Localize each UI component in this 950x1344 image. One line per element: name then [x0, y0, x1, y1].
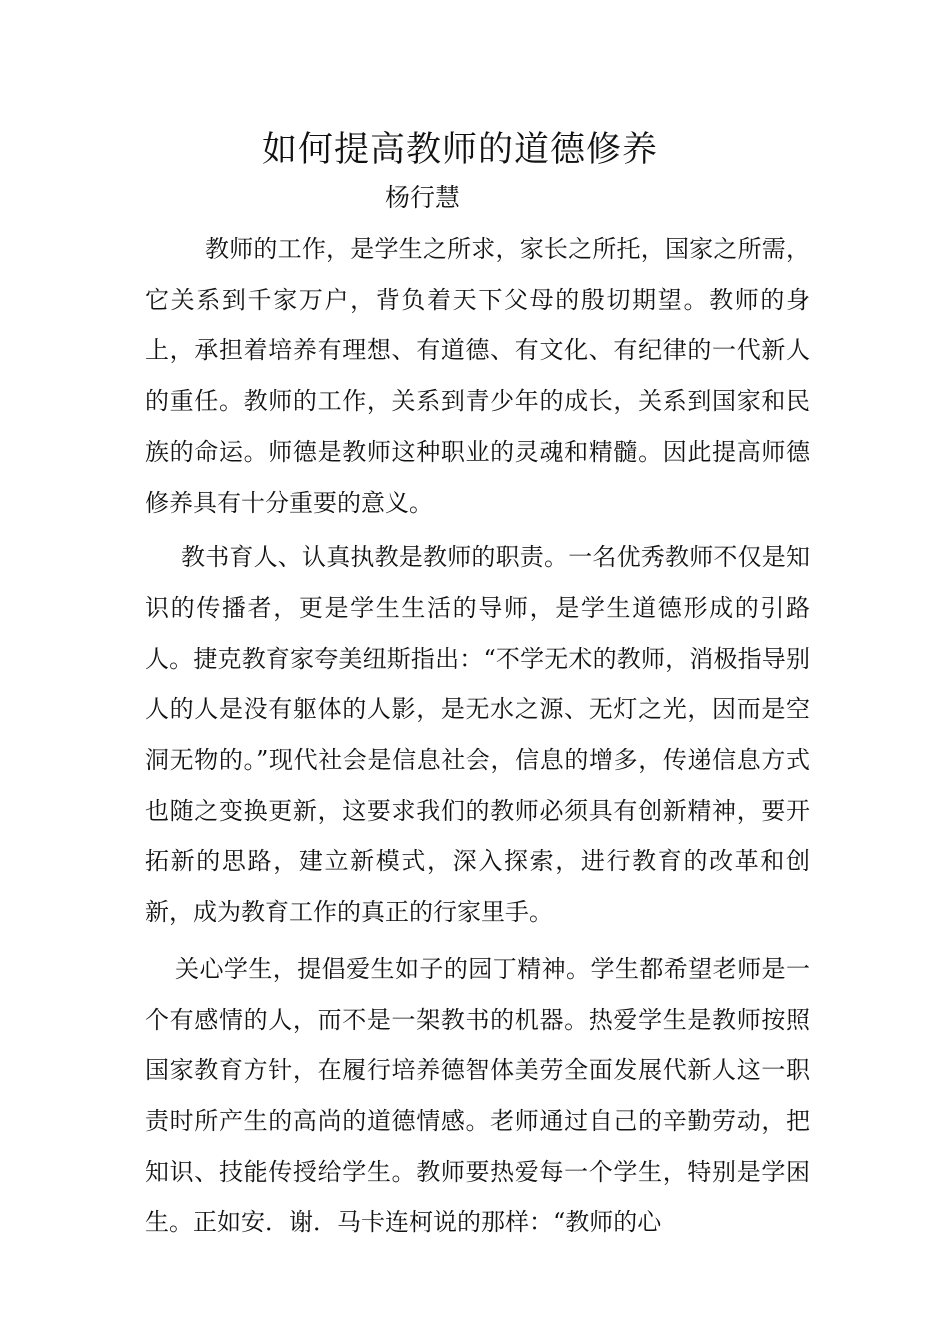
paragraph-1: 教师的工作，是学生之所求，家长之所托，国家之所需，它关系到千家万户，背负着天下父母的殷切期望。教师的身上，承担着培养有理想、有道德、有文化、有纪律的一代新人的重任。教师的工作，关系到青少年的成长，关系到国家和民族的命运。师德是教师这种职业的灵魂和精髓。因此提高师德修养具有十分重要的意义。 — [145, 235, 810, 517]
paragraph-2: 教书育人、认真执教是教师的职责。一名优秀教师不仅是知识的传播者，更是学生生活的导师，是学生道德形成的引路人。捷克教育家夸美纽斯指出：“不学无术的教师，消极指导别人的人是没有躯体的人影，是无水之源、无灯之光，因而是空洞无物的。”现代社会是信息社会，信息的增多，传递信息方式也随之变换更新，这要求我们的教师必须具有创新精神，要开拓新的思路，建立新模式，深入探索，进行教育的改革和创新，成为教育工作的真正的行家里手。 — [145, 543, 810, 927]
document-body — [145, 224, 810, 1248]
paragraph-3: 关心学生，提倡爱生如子的园丁精神。学生都希望老师是一个有感情的人，而不是一架教书的机器。热爱学生是教师按照国家教育方针，在履行培养德智体美劳全面发展代新人这一职责时所产生的高尚的道德情感。老师通过自己的辛勤劳动，把知识、技能传授给学生。教师要热爱每一个学生，特别是学困生。正如安．谢．马卡连柯说的那样：“教师的心 — [145, 954, 810, 1237]
document-author: 杨行慧 — [385, 183, 461, 212]
document-title: 如何提高教师的道德修养 — [261, 130, 658, 170]
